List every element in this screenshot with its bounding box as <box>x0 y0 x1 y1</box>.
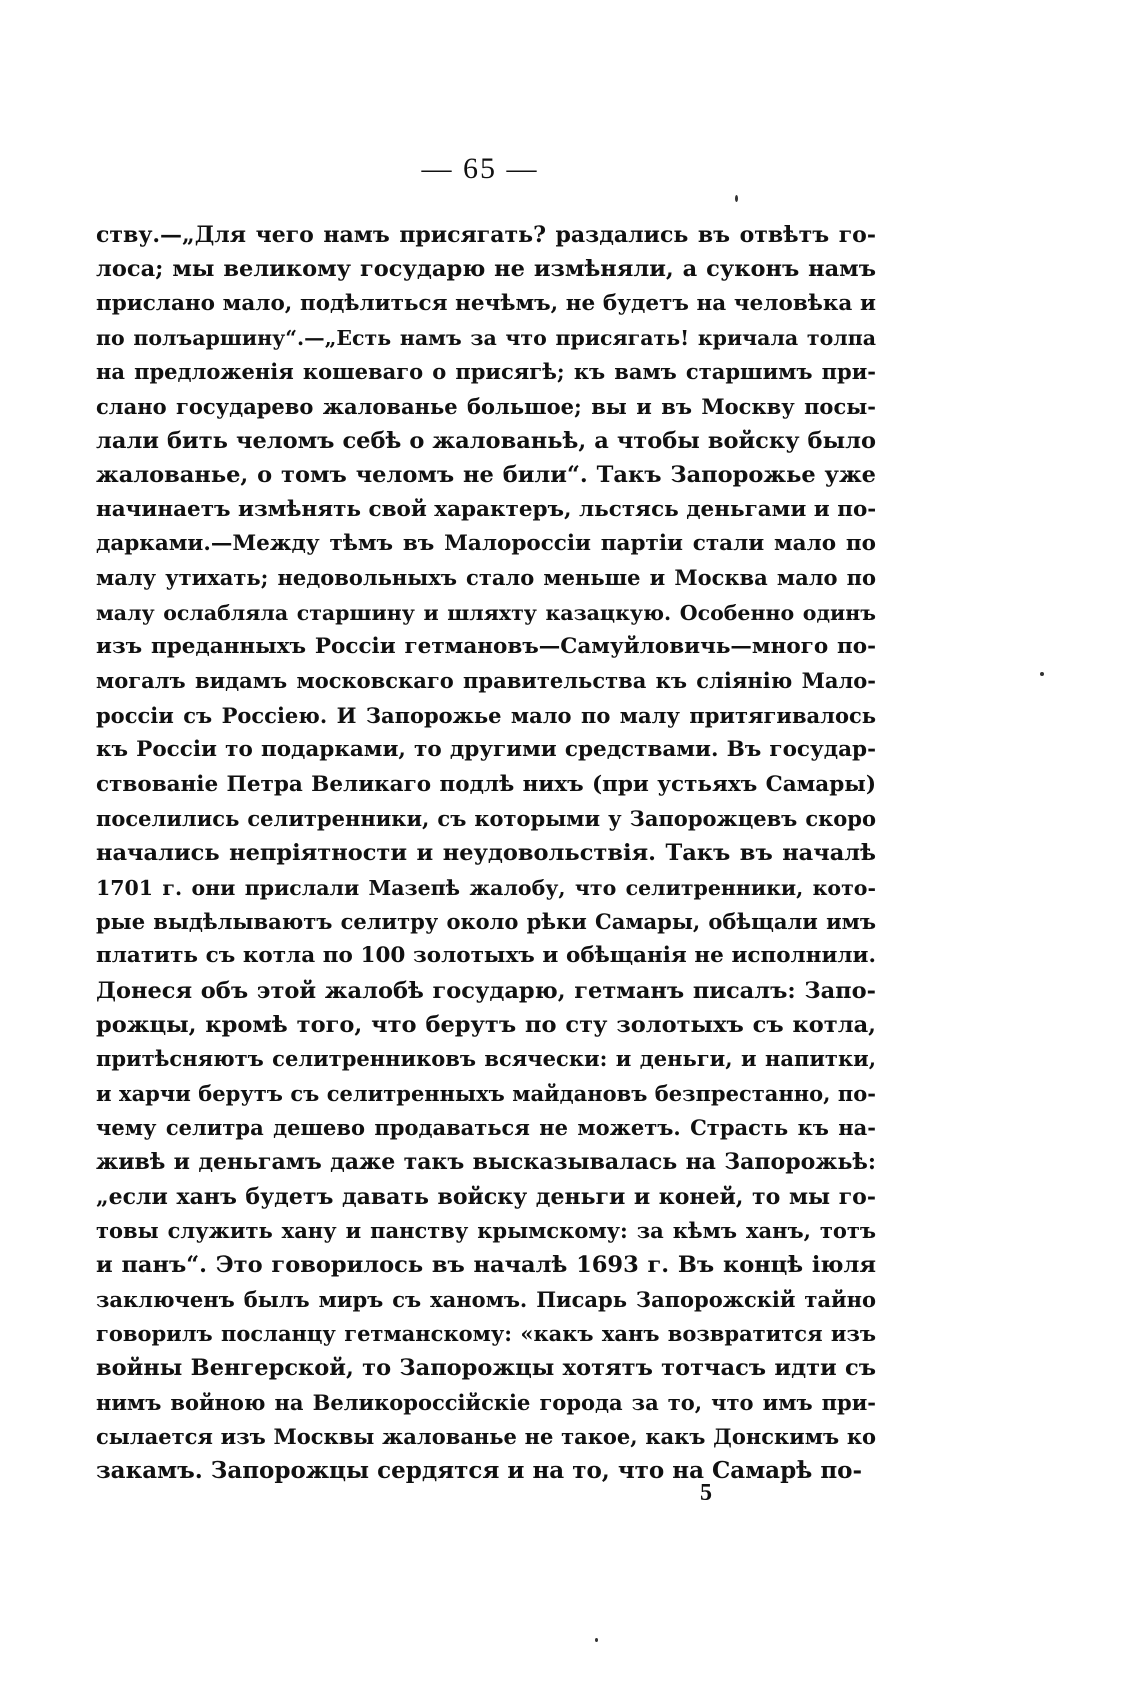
text-line: по полъаршину“.—„Есть намъ за что присягать! кричала толпа <box>96 326 876 351</box>
scan-speck <box>735 195 738 202</box>
text-line: ствованіе Петра Великаго подлѣ нихъ (при устьяхъ Самары) <box>96 771 876 797</box>
text-line: платить съ котла по 100 золотыхъ и обѣщанія не исполнили. <box>96 943 876 969</box>
text-line: начинаетъ измѣнять свой характеръ, льстясь деньгами и по- <box>96 496 876 522</box>
text-line: лоса; мы великому государю не измѣняли, а суконъ намъ <box>96 256 876 283</box>
text-line: и харчи берутъ съ селитренныхъ майдановъ безпрестанно, по- <box>96 1080 876 1106</box>
scan-speck <box>595 1638 598 1642</box>
signature-mark: 5 <box>700 1480 712 1506</box>
text-line: къ Россіи то подарками, то другими средствами. Въ государ- <box>96 737 876 763</box>
text-line: поселились селитренники, съ которыми у Запорожцевъ скоро <box>96 805 876 831</box>
text-line: жалованье, о томъ челомъ не били“. Такъ Запорожье уже <box>96 462 876 489</box>
text-line: слано государево жалованье большое; вы и въ Москву посы- <box>96 393 876 419</box>
text-line: ству.—„Для чего намъ присягать? раздались въ отвѣтъ го- <box>96 222 876 248</box>
text-line: малу ослабляла старшину и шляхту казацкую. Особенно одинъ <box>96 600 876 625</box>
text-line: говорилъ посланцу гетманскому: «какъ ханъ возвратится изъ <box>96 1321 876 1346</box>
text-line: сылается изъ Москвы жалованье не такое, какъ Донскимъ ко <box>96 1424 876 1450</box>
text-line: лали бить челомъ себѣ о жалованьѣ, а чтобы войску было <box>96 428 876 455</box>
text-line: рые выдѣлываютъ селитру около рѣки Самары, обѣщали имъ <box>96 908 876 934</box>
text-line: заключенъ былъ миръ съ ханомъ. Писарь Запорожскій тайно <box>96 1286 876 1312</box>
text-line: притѣсняютъ селитренниковъ всячески: и деньги, и напитки, <box>96 1046 876 1072</box>
text-line: изъ преданныхъ Россіи гетмановъ—Самуйловичь—много по- <box>96 634 876 660</box>
text-line: чему селитра дешево продаваться не можетъ. Страсть къ на- <box>96 1114 876 1140</box>
text-line: „если ханъ будетъ давать войску деньги и коней, то мы го- <box>96 1183 876 1210</box>
text-line: малу утихать; недовольныхъ стало меньше и Москва мало по <box>96 565 876 591</box>
text-line: на предложенія кошеваго о присягѣ; къ вамъ старшимъ при- <box>96 359 876 385</box>
text-line: начались непріятности и неудовольствія. Такъ въ началѣ <box>96 840 876 867</box>
page-number-header: — 65 — <box>421 152 539 185</box>
scan-speck <box>1040 672 1044 676</box>
text-line: товы служить хану и панству крымскому: за кѣмъ ханъ, тотъ <box>96 1217 876 1243</box>
text-line: и панъ“. Это говорилось въ началѣ 1693 г. Въ концѣ іюля <box>96 1252 876 1279</box>
text-line: прислано мало, подѣлиться нечѣмъ, не будетъ на человѣка и <box>96 290 876 316</box>
text-line: Донеся объ этой жалобѣ государю, гетманъ писалъ: Запо- <box>96 977 876 1004</box>
text-line: дарками.—Между тѣмъ въ Малороссіи партіи стали мало по <box>96 531 876 557</box>
text-line: войны Венгерской, то Запорожцы хотятъ тотчасъ идти съ <box>96 1355 876 1382</box>
text-line: 1701 г. они прислали Мазепѣ жалобу, что селитренники, кото- <box>96 875 876 900</box>
text-line: рожцы, кромѣ того, что берутъ по сту золотыхъ съ котла, <box>96 1011 876 1038</box>
text-line: могалъ видамъ московскаго правительства къ сліянію Мало- <box>96 668 876 694</box>
text-line: живѣ и деньгамъ даже такъ высказывалась на Запорожьѣ: <box>96 1149 876 1176</box>
text-line: россіи съ Россіею. И Запорожье мало по малу притягивалось <box>96 702 876 728</box>
text-line: закамъ. Запорожцы сердятся и на то, что на Самарѣ по- <box>96 1457 863 1485</box>
text-line: нимъ войною на Великороссійскіе города за то, что имъ при- <box>96 1389 876 1415</box>
body-text <box>96 218 876 1489</box>
